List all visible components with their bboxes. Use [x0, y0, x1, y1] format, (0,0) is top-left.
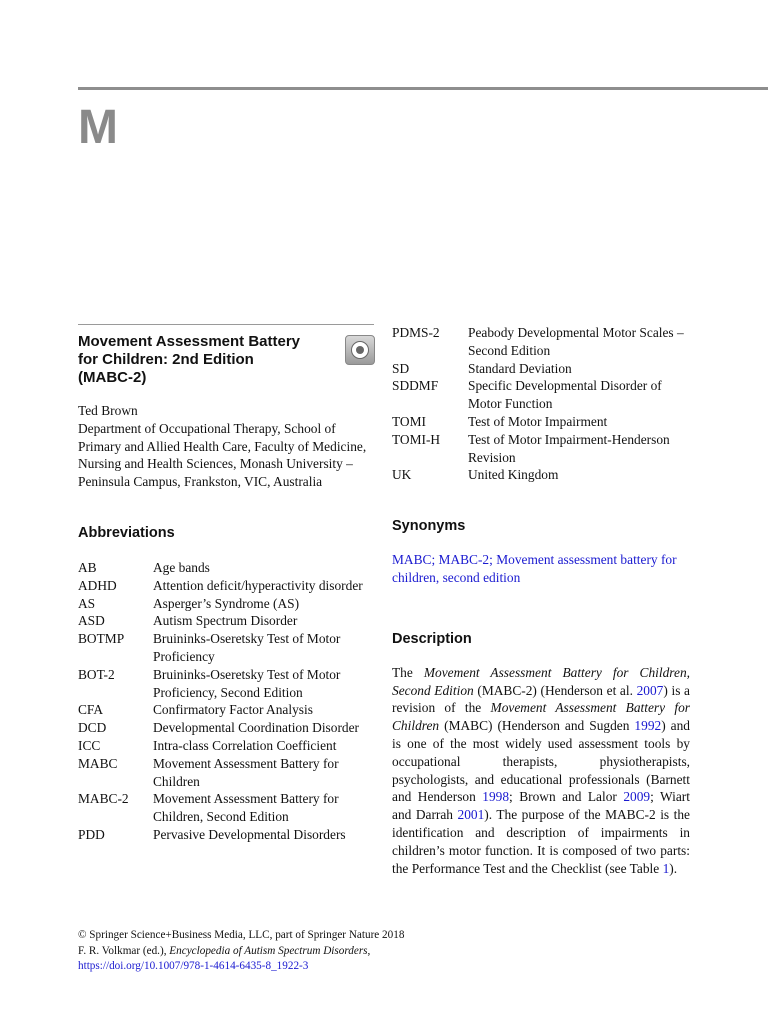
abbreviation-row [392, 466, 690, 484]
abbreviation-row [78, 755, 370, 791]
synonym-full-link[interactable]: Movement assessment battery for children, second edition [392, 552, 677, 585]
abbreviation-row [392, 377, 690, 413]
abbreviations-heading: Abbreviations [78, 524, 175, 541]
copyright-line: © Springer Science+Business Media, LLC, part of Springer Nature 2018 [78, 929, 405, 941]
abbreviation-term: CFA [78, 702, 104, 718]
author-affiliation: Department of Occupational Therapy, School of Primary and Allied Health Care, Faculty of Medicine, Nursing and Health Sciences, Monash University – Peninsula Campus, Frankston, VIC, Australia [78, 420, 367, 490]
abbreviation-definition: Developmental Coordination Disorder [153, 720, 360, 736]
abbreviation-definition: Test of Motor Impairment-Henderson Revision [468, 431, 670, 465]
text: F. R. Volkmar (ed.), [78, 944, 170, 957]
text: ). The purpose of the MABC-2 is the identification and description of impairments in children’s motor function. It is composed of two parts: the Performance Test and the Checklist (see Table [392, 807, 690, 876]
article-title: Movement Assessment Battery for Children: 2nd Edition (MABC-2) [78, 333, 301, 386]
doi-link[interactable]: https://doi.org/10.1007/978-1-4614-6435-8_1922-3 [78, 960, 309, 972]
author-block [78, 402, 370, 491]
section-letter: M [78, 101, 118, 154]
text: ). [669, 860, 678, 876]
abbreviation-term: TOMI [392, 413, 426, 429]
abbreviation-row [392, 360, 690, 378]
synonym-mabc-link[interactable]: MABC [392, 552, 432, 568]
abbreviation-term: PDD [78, 826, 105, 842]
abbreviation-row [78, 559, 370, 577]
table-link[interactable]: 1 [662, 860, 670, 876]
title-rule [78, 324, 374, 325]
crossmark-icon[interactable] [345, 335, 375, 365]
citation-line [78, 944, 678, 960]
abbreviation-term: MABC [78, 755, 118, 771]
abbreviation-term: BOTMP [78, 631, 125, 647]
book-title: Encyclopedia of Autism Spectrum Disorders [169, 944, 368, 957]
abbreviation-row [78, 612, 370, 630]
text: ) and is one of the most widely used assessment tools by occupational therapists, physiotherapists, psychologists, and educational professionals (Barnett and Henderson [392, 718, 690, 805]
abbreviation-definition: Intra-class Correlation Coefficient [153, 737, 337, 753]
synonym-separator: ; [431, 552, 439, 568]
abbreviation-row [78, 719, 370, 737]
abbreviation-row [78, 630, 370, 666]
footer [78, 928, 678, 975]
abbreviation-definition: Pervasive Developmental Disorders [153, 826, 346, 842]
citation-link[interactable]: 1998 [482, 789, 510, 805]
description-heading: Description [392, 630, 472, 647]
citation-link[interactable]: 1992 [634, 718, 662, 734]
abbreviation-row [78, 701, 370, 719]
abbreviation-definition: Movement Assessment Battery for Children, Second Edition [153, 791, 339, 825]
synonyms-list [392, 551, 690, 587]
abbreviation-term: PDMS-2 [392, 325, 440, 340]
italic-title: Movement Assessment Battery for Children, Second Edition [392, 664, 690, 698]
abbreviation-term: BOT-2 [78, 666, 115, 682]
abbreviation-term: TOMI-H [392, 431, 441, 447]
abbreviation-term: ADHD [78, 577, 117, 593]
italic-title: Movement Assessment Battery for Children [392, 700, 690, 734]
synonyms-heading: Synonyms [392, 518, 466, 535]
abbreviation-definition: Confirmatory Factor Analysis [153, 702, 313, 718]
abbreviation-term: DCD [78, 720, 107, 736]
abbreviation-term: ICC [78, 737, 101, 753]
abbreviation-definition: Specific Developmental Disorder of Motor Function [468, 378, 662, 412]
abbreviation-definition: Asperger’s Syndrome (AS) [153, 595, 300, 611]
abbreviation-term: UK [392, 467, 412, 483]
abbreviation-row [392, 324, 690, 360]
abbreviation-definition: Bruininks-Oseretsky Test of Motor Proficiency, Second Edition [153, 666, 341, 700]
citation-link[interactable]: 2007 [636, 682, 664, 698]
synonym-separator: ; [489, 552, 497, 568]
synonym-mabc2-link[interactable]: MABC-2 [438, 552, 490, 568]
right-column [392, 324, 690, 877]
abbreviation-term: AB [78, 559, 97, 575]
text: ; Brown and Lalor [509, 789, 624, 805]
abbreviation-definition: Attention deficit/hyperactivity disorder [153, 577, 363, 593]
text: (MABC) (Henderson and Sugden [439, 718, 635, 734]
abbreviation-definition: Bruininks-Oseretsky Test of Motor Proficiency [153, 631, 341, 664]
text: (MABC-2) (Henderson et al. [473, 682, 637, 698]
abbreviation-definition: Peabody Developmental Motor Scales – Second Edition [468, 325, 684, 358]
abbreviation-row [78, 595, 370, 613]
abbreviation-definition: Test of Motor Impairment [468, 413, 608, 429]
abbreviation-definition: Age bands [153, 559, 210, 575]
abbreviation-definition: Autism Spectrum Disorder [153, 613, 298, 629]
abbreviations-table-right [392, 324, 690, 484]
left-column [78, 324, 370, 844]
abbreviation-term: SD [392, 360, 410, 376]
author-name: Ted Brown [78, 403, 138, 418]
abbreviation-definition: Movement Assessment Battery for Children [153, 755, 339, 789]
text: ) is a revision of the [392, 682, 690, 716]
abbreviations-table-left [78, 559, 370, 844]
citation-link[interactable]: 2009 [623, 789, 651, 805]
text: ; Wiart and Darrah [392, 789, 690, 823]
top-rule [78, 87, 768, 90]
citation-link[interactable]: 2001 [457, 807, 485, 823]
abbreviation-row [78, 790, 370, 826]
abbreviation-row [392, 431, 690, 467]
description-paragraph [392, 664, 690, 878]
abbreviation-row [392, 413, 690, 431]
abbreviation-term: SDDMF [392, 378, 439, 394]
abbreviation-row [78, 826, 370, 844]
abbreviation-term: MABC-2 [78, 791, 129, 807]
abbreviation-term: ASD [78, 613, 105, 629]
abbreviation-row [78, 737, 370, 755]
text: , [367, 944, 371, 957]
abbreviation-term: AS [78, 595, 96, 611]
abbreviation-definition: Standard Deviation [468, 360, 572, 376]
abbreviation-definition: United Kingdom [468, 467, 559, 483]
abbreviation-row [78, 577, 370, 595]
abbreviation-row [78, 666, 370, 702]
text: The [392, 664, 424, 680]
